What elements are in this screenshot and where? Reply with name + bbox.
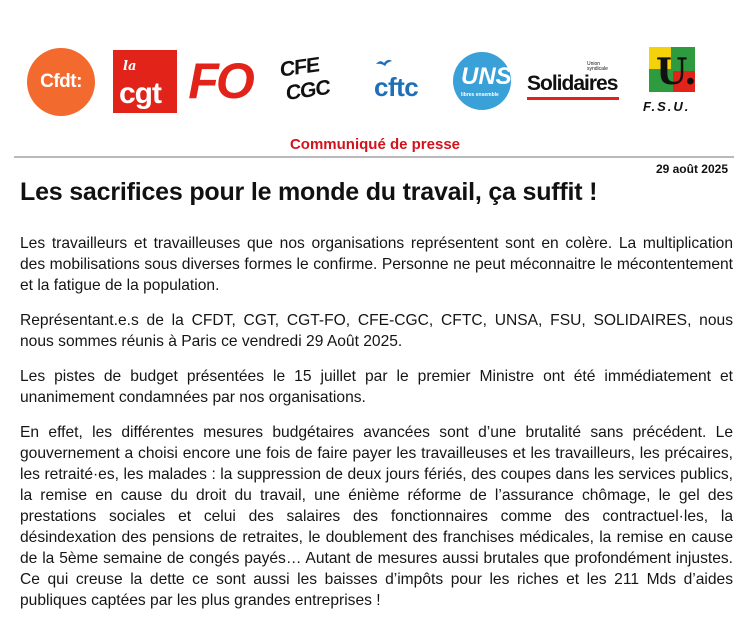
cfe-cgc-logo-line1: CFE xyxy=(280,53,319,82)
union-logos-row xyxy=(0,0,750,125)
bird-icon xyxy=(375,58,393,68)
document-title: Les sacrifices pour le monde du travail, ça suffit ! xyxy=(20,178,598,206)
paragraph: En effet, les différentes mesures budgétaires avancées sont d’une brutalité sans précédent. Le gouvernement a choisi encore une fois de faire payer les travailleuses et les travailleurs, les précaires, les retraité·es, les malades : la suppression de deux jours fériés, des coupes dans les services publics, la remise en cause du droit du travail, une énième réforme de l’assurance chômage, le gel des prestations sociales et celui des salaires des fonctionnaires comme des contractuel·les, la désindexation des pensions de retraites, le doublement des franchises médicales, la remise en cause de la 5ème semaine de congés payés… Autant de mesures aussi brutales que profondément injustes. Ce qui creuse la dette ce sont aussi les baisses d’impôts pour les riches et les 211 Mds d’aides publiques captées par les plus grandes entreprises ! xyxy=(20,424,733,609)
paragraph: Les travailleurs et travailleuses que nos organisations représentent sont en colère. La multiplication des mobilisations sous diverses formes le confirme. Personne ne peut méconnaitre le mécontentement et la fatigue de la population. xyxy=(20,235,733,294)
press-release-label: Communiqué de presse xyxy=(289,136,461,153)
solidaires-logo-underline xyxy=(527,97,619,100)
solidaires-logo-top: Union syndicale xyxy=(587,61,608,72)
cftc-logo-text: cftc xyxy=(374,72,419,102)
fo-logo xyxy=(185,48,255,114)
cfe-cgc-logo xyxy=(276,54,344,112)
fsu-logo xyxy=(640,47,704,117)
fsu-logo-u: U. xyxy=(656,51,697,93)
cftc-logo xyxy=(370,58,438,108)
cgt-logo-text: cgt xyxy=(119,77,161,110)
cgt-logo-prefix: la xyxy=(123,59,137,74)
header-divider xyxy=(14,156,734,158)
unsa-logo-tagline: libres ensemble xyxy=(461,92,499,98)
unsa-logo-text: UNSA xyxy=(461,63,530,90)
fsu-logo-label: F.S.U. xyxy=(643,99,691,114)
fo-logo-text: FO xyxy=(188,53,252,109)
document-body xyxy=(20,233,733,625)
paragraph: Représentant.e.s de la CFDT, CGT, CGT-FO, CFE-CGC, CFTC, UNSA, FSU, SOLIDAIRES, nous nous sommes réunis à Paris ce vendredi 29 Août 2025. xyxy=(20,312,733,350)
paragraph: Les pistes de budget présentées le 15 juillet par le premier Ministre ont été immédiatement et unanimement condamnées par nos organisations. xyxy=(20,368,733,406)
cgt-logo xyxy=(113,50,177,113)
release-date: 29 août 2025 xyxy=(655,162,728,176)
unsa-logo xyxy=(453,52,530,110)
cfdt-logo-text: Cfdt: xyxy=(40,71,82,92)
cfdt-logo xyxy=(27,48,95,116)
solidaires-logo-text: Solidaires xyxy=(527,72,618,95)
cfe-cgc-logo-line2: CGC xyxy=(286,75,330,106)
solidaires-logo xyxy=(525,62,620,102)
